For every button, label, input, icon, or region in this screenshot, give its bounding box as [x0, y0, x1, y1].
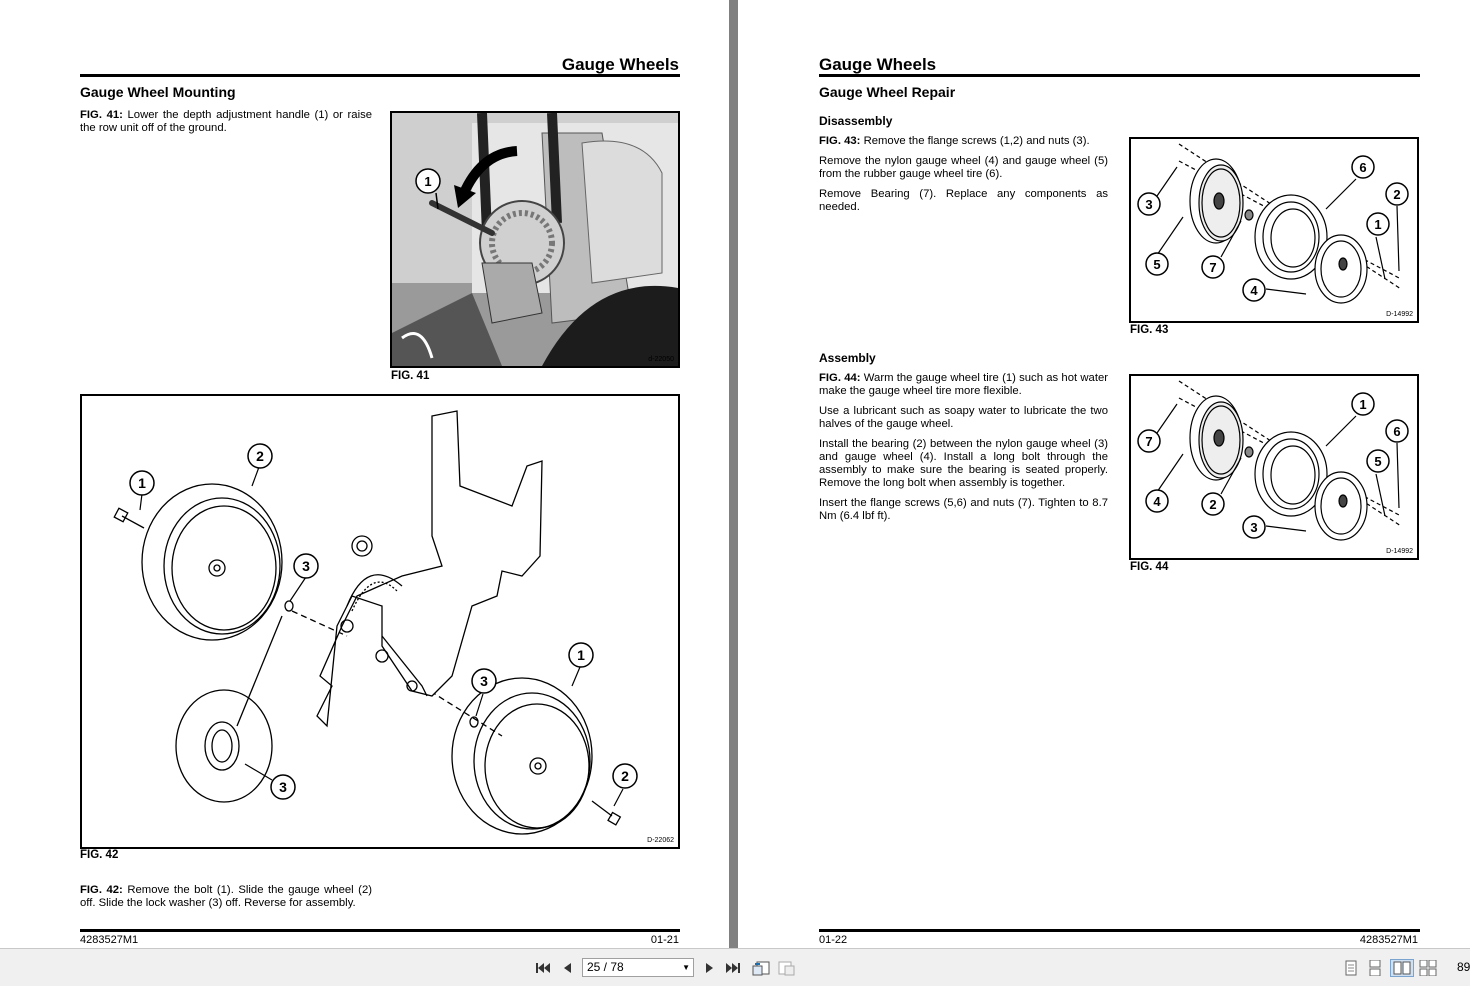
fig42-callout: 3	[302, 558, 310, 574]
fig42-label: FIG. 42:	[80, 884, 123, 896]
fig42-illustration	[82, 396, 678, 847]
figure-44	[1129, 374, 1419, 560]
fig42-callout: 1	[138, 475, 146, 491]
two-page-continuous-icon[interactable]	[1419, 959, 1437, 977]
footer-right: 4283527M1	[1359, 934, 1418, 946]
fig41-caption: FIG. 41	[391, 370, 430, 382]
footer-rule	[80, 929, 680, 932]
section-title: Gauge Wheel Mounting	[80, 84, 236, 100]
fig44-text: Warm the gauge wheel tire (1) such as hot water make the gauge wheel tire more flexible.	[819, 372, 1108, 397]
assembly-title: Assembly	[819, 351, 876, 365]
disassembly-p2: Remove the nylon gauge wheel (4) and gauge wheel (5) from the rubber gauge wheel tire (6).	[819, 155, 1108, 180]
fig44-callout: 3	[1250, 520, 1258, 535]
left-page	[0, 0, 729, 948]
fig44-label: FIG. 44:	[819, 372, 861, 384]
fig44-caption: FIG. 44	[1130, 561, 1169, 573]
fig44-illustration	[1131, 376, 1417, 558]
assembly-p3: Install the bearing (2) between the nylon gauge wheel (3) and gauge wheel (4). Install a long bolt through the assembly to make sure the bearing is seated properly. Remove the long bolt when assembly is together.	[819, 438, 1108, 489]
disassembly-text	[819, 135, 1108, 221]
back-icon[interactable]	[752, 959, 770, 977]
fig42-code: D-22062	[647, 837, 674, 844]
assembly-p2: Use a lubricant such as soapy water to lubricate the two halves of the gauge wheel.	[819, 405, 1108, 430]
header-title: Gauge Wheels	[819, 55, 937, 74]
fig43-callout: 6	[1359, 160, 1367, 175]
fig44-callout: 6	[1393, 424, 1401, 439]
fig43-callout: 5	[1153, 257, 1161, 272]
fig42-caption: FIG. 42	[80, 849, 119, 861]
fig43-callout: 1	[1374, 217, 1382, 232]
prev-page-icon[interactable]	[558, 959, 576, 977]
fig41-label: FIG. 41:	[80, 109, 123, 121]
two-page-icon[interactable]	[1390, 959, 1414, 977]
footer-rule	[819, 929, 1420, 932]
fig43-caption: FIG. 43	[1130, 324, 1169, 336]
figure-43	[1129, 137, 1419, 323]
single-page-icon[interactable]	[1342, 959, 1360, 977]
assembly-text	[819, 372, 1108, 530]
zoom-level[interactable]: 89	[1457, 960, 1470, 974]
footer-left: 01-22	[819, 934, 848, 946]
fig41-callout: 1	[424, 174, 432, 189]
fig41-illustration	[392, 113, 678, 366]
fig42-text: Remove the bolt (1). Slide the gauge wheel (2) off. Slide the lock washer (3) off. Reverse for assembly.	[80, 884, 372, 909]
fig43-callout: 4	[1250, 283, 1258, 298]
fig44-callout: 7	[1145, 434, 1153, 449]
figure-41	[390, 111, 680, 368]
last-page-icon[interactable]	[724, 959, 742, 977]
page-number-select[interactable]	[582, 958, 694, 977]
right-page	[738, 0, 1470, 948]
next-page-icon[interactable]	[700, 959, 718, 977]
header-rule	[819, 74, 1420, 77]
fig42-callout: 1	[577, 647, 585, 663]
fig41-text: Lower the depth adjustment handle (1) or raise the row unit off of the ground.	[80, 109, 373, 134]
navigation-toolbar	[0, 948, 1470, 986]
fig43-code: D-14992	[1386, 311, 1413, 318]
disassembly-p3: Remove Bearing (7). Replace any components as needed.	[819, 188, 1108, 213]
footer-left: 4283527M1	[80, 934, 139, 946]
assembly-p4: Insert the flange screws (5,6) and nuts (7). Tighten to 8.7 Nm (6.4 lbf ft).	[819, 497, 1108, 522]
fig42-callout: 3	[279, 779, 287, 795]
header-title: Gauge Wheels	[561, 55, 679, 74]
fig43-label: FIG. 43:	[819, 135, 861, 147]
fig41-paragraph	[80, 109, 372, 135]
continuous-icon[interactable]	[1366, 959, 1384, 977]
fig43-callout: 2	[1393, 187, 1401, 202]
fig42-callout: 2	[256, 448, 264, 464]
fig44-code: D-14992	[1386, 548, 1413, 555]
footer-right: 01-21	[650, 934, 679, 946]
fig44-callout: 5	[1374, 454, 1382, 469]
fig42-paragraph	[80, 884, 372, 910]
fig43-text: Remove the flange screws (1,2) and nuts (3).	[863, 135, 1090, 147]
chevron-down-icon: ▼	[682, 963, 690, 972]
section-title: Gauge Wheel Repair	[819, 84, 956, 100]
forward-icon[interactable]	[778, 959, 796, 977]
fig41-code: d-22050	[648, 356, 674, 363]
page-indicator: 25 / 78	[587, 960, 624, 974]
fig43-callout: 3	[1145, 197, 1153, 212]
first-page-icon[interactable]	[534, 959, 552, 977]
disassembly-title: Disassembly	[819, 114, 893, 128]
fig44-callout: 2	[1209, 497, 1217, 512]
fig42-callout: 2	[621, 768, 629, 784]
fig43-illustration	[1131, 139, 1417, 321]
fig44-callout: 1	[1359, 397, 1367, 412]
fig43-callout: 7	[1209, 260, 1217, 275]
figure-42	[80, 394, 680, 849]
fig44-callout: 4	[1153, 494, 1161, 509]
header-rule	[80, 74, 680, 77]
fig42-callout: 3	[480, 673, 488, 689]
